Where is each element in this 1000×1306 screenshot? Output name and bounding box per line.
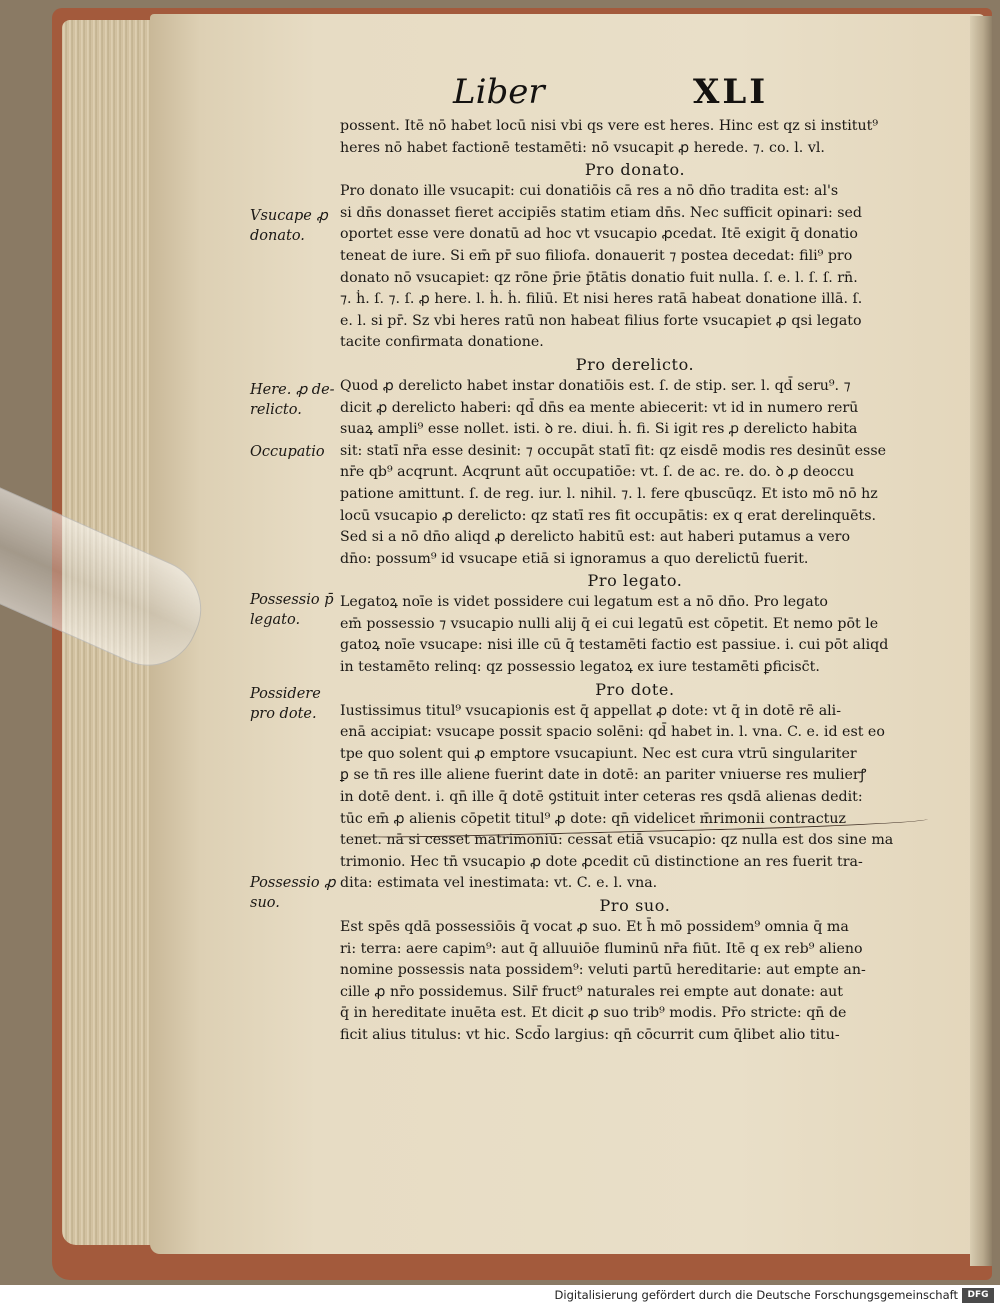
text-line: locū vsucapio ꝓ derelicto: qz statī res fit occupātis: ex q erat derelinquēts. <box>340 507 877 524</box>
marginal-note-line: Here. ꝓ de- <box>250 382 335 398</box>
marginal-note <box>250 380 342 420</box>
text-line: ri: terra: aere capim⁹: aut q̄ alluuiōe fluminū nr̄a fiūt. Itē q ex reb⁹ alieno <box>340 940 863 957</box>
marginal-note <box>250 442 342 462</box>
marginal-note-line: relicto. <box>250 402 302 418</box>
text-line: Pro donato ille vsucapit: cui donatiōis cā res a nō dn̄o tradita est: al's <box>340 183 839 200</box>
text-line: Est spēs qdā possessiōis q̄ vocat ꝓ suo. Et h̄ mō possidem⁹ omnia q̄ ma <box>340 919 849 935</box>
marginal-note-line: suo. <box>250 895 280 911</box>
text-line: oportet esse vere donatū ad hoc vt vsucapio ꝓcedat. Itē exigit q̄ donatio <box>340 226 858 243</box>
text-line: tacite confirmata donatione. <box>340 334 544 351</box>
section-heading-pro-dote: Pro dote. <box>595 679 675 699</box>
text-line: tpe quo solent qui ꝓ emptore vsucapiunt. Nec est cura vtrū singulariter <box>340 745 857 762</box>
text-line: Legatoꝝ noīe is videt possidere cui legatum est a nō dn̄o. Pro legato <box>340 594 828 611</box>
section-heading-pro-derelicto: Pro derelicto. <box>575 354 695 374</box>
text-line: patione amittunt. ſ. de reg. iur. l. nihil. ⁊. l. fere qbuscūqz. Et isto mō nō hz <box>340 485 878 502</box>
marginal-note-line: pro dote. <box>250 706 317 722</box>
text-line: ꝑ se tn̄ res ille aliene fuerint date in dotē: an pariter vniuerse res mulierꝭ <box>340 767 867 784</box>
text-line: trimonio. Hec tn̄ vsucapio ꝓ dote ꝓcedit cū distinctione an res fuerit tra- <box>340 853 863 870</box>
text-line: Iustissimus titul⁹ vsucapionis est q̄ appellat ꝓ dote: vt q̄ in dotē rē ali- <box>340 702 842 719</box>
text-line: enā accipiat: vsucape possit spacio solēni: qd̄ habet in. l. vna. C. e. id est eo <box>340 724 885 741</box>
footer-bar <box>0 1285 1000 1306</box>
page-fore-edge <box>970 16 992 1266</box>
marginal-note-line: Possessio ꝓ <box>250 875 336 891</box>
marginal-note-line: donato. <box>250 228 305 244</box>
text-line: si dn̄s donasset fieret accipiēs statim etiam dn̄s. Nec sufficit opinari: sed <box>340 204 863 221</box>
text-line: Quod ꝓ derelicto habet instar donatiōis est. ſ. de stip. ser. l. qd̄ seru⁹. ⁊ <box>340 377 851 394</box>
marginal-note <box>250 206 342 246</box>
text-line: possent. Itē nō habet locū nisi vbi qs vere est heres. Hinc est qz si institut⁹ <box>340 118 879 134</box>
text-line: ⁊. ḣ. ſ. ⁊. ſ. ꝓ here. l. ḣ. ḣ. filiū. Et nisi heres ratā habeat donatione illā. ſ. <box>340 291 863 308</box>
marginal-note <box>250 684 342 724</box>
text-line: tūc em̄ ꝓ alienis cōpetit titul⁹ ꝓ dote: qn̄ videlicet m̄rimonii contractuz <box>340 810 846 827</box>
text-line: ficit alius titulus: vt hic. Scd̄o largius: qn̄ cōcurrit cum q̄libet alio titu- <box>340 1026 840 1043</box>
text-line: suaꝝ ampli⁹ esse nollet. isti. ꝺ re. diui. ḣ. fi. Si igit res ꝓ derelicto habita <box>340 421 858 438</box>
section-heading-pro-suo: Pro suo. <box>599 896 671 915</box>
marginal-note-line: Vsucape ꝓ <box>250 208 328 224</box>
text-line: nr̄e qb⁹ acqrunt. Acqrunt aūt occupatiōe: vt. ſ. de ac. re. do. ꝺ ꝓ deoccu <box>340 464 855 481</box>
text-line: in testamēto relinq: qz possessio legatoꝝ ex iure testamēti ꝑficisc̄t. <box>340 659 820 676</box>
marginal-note-line: legato. <box>250 612 301 628</box>
text-line: teneat de iure. Si em̄ pr̄ suo filiofa. donauerit ⁊ postea decedat: fili⁹ pro <box>340 247 853 264</box>
text-line: sit: statī nr̄a esse desinit: ⁊ occupāt statī fit: qz eisdē modis res desinūt esse <box>340 442 887 459</box>
text-line: tenet. nā si cesset matrimoniū: cessat etiā vsucapio: qz nulla est dos sine ma <box>340 832 894 849</box>
text-line: gatoꝝ noīe vsucape: nisi ille cū q̄ testamēti factio est passiue. i. cui pōt aliqd <box>340 637 889 654</box>
text-line: nomine possessis nata possidem⁹: veluti partū hereditarie: aut empte an- <box>340 962 866 979</box>
text-line: e. l. si pr̄. Sz vbi heres ratū non habeat filius forte vsucapiet ꝓ qsi legato <box>340 312 862 329</box>
text-line: donato nō vsucapiet: qz rōne p̄rie p̄tātis donatio fuit nulla. ſ. e. l. ſ. ſ. rn̄. <box>340 269 858 286</box>
text-line: q̄ in hereditate inuēta est. Et dicit ꝓ suo trib⁹ modis. Pr̄o stricte: qn̄ de <box>340 1005 847 1022</box>
section-heading-pro-legato: Pro legato. <box>587 571 683 591</box>
text-line: dn̄o: possum⁹ id vsucape etiā si ignoramus a quo derelictū fuerit. <box>340 550 809 567</box>
section-heading-pro-donato: Pro donato. <box>584 160 686 180</box>
funding-credit: Digitalisierung gefördert durch die Deutsche Forschungsgemeinschaft <box>554 1288 958 1302</box>
text-line: dita: estimata vel inestimata: vt. C. e. l. vna. <box>340 875 658 892</box>
main-text <box>340 116 930 1047</box>
text-line: Sed si a nō dn̄o aliqd ꝓ derelicto habitū est: aut haberi putamus a vero <box>340 529 851 546</box>
marginal-note-line: Possessio p̄ <box>250 592 334 608</box>
text-line: cille ꝓ nr̄o possidemus. Silr̄ fruct⁹ naturales rei empte aut donate: aut <box>340 983 843 1000</box>
text-line: em̄ possessio ⁊ vsucapio nulli alij q̄ ei cui legatū est cōpetit. Et nemo pōt le <box>340 615 879 632</box>
text-line: heres nō habet factionē testamēti: nō vsucapit ꝓ herede. ⁊. co. l. vl. <box>340 139 825 156</box>
marginal-note-line: Occupatio <box>250 444 325 460</box>
marginal-note <box>250 590 342 630</box>
text-line: dicit ꝓ derelicto haberi: qd̄ dn̄s ea mente abiecerit: vt id in numero rerū <box>340 399 859 416</box>
running-head-liber: Liber <box>453 72 545 112</box>
dfg-logo: DFG <box>962 1288 994 1303</box>
marginal-note <box>250 873 342 913</box>
folio-number: XLI <box>693 72 769 112</box>
marginal-note-line: Possidere <box>250 686 321 702</box>
running-head <box>445 72 775 112</box>
text-line: in dotē dent. i. qn̄ ille q̄ dotē ꝯstituit inter ceteras res qsdā alienas dedit: <box>340 789 863 806</box>
